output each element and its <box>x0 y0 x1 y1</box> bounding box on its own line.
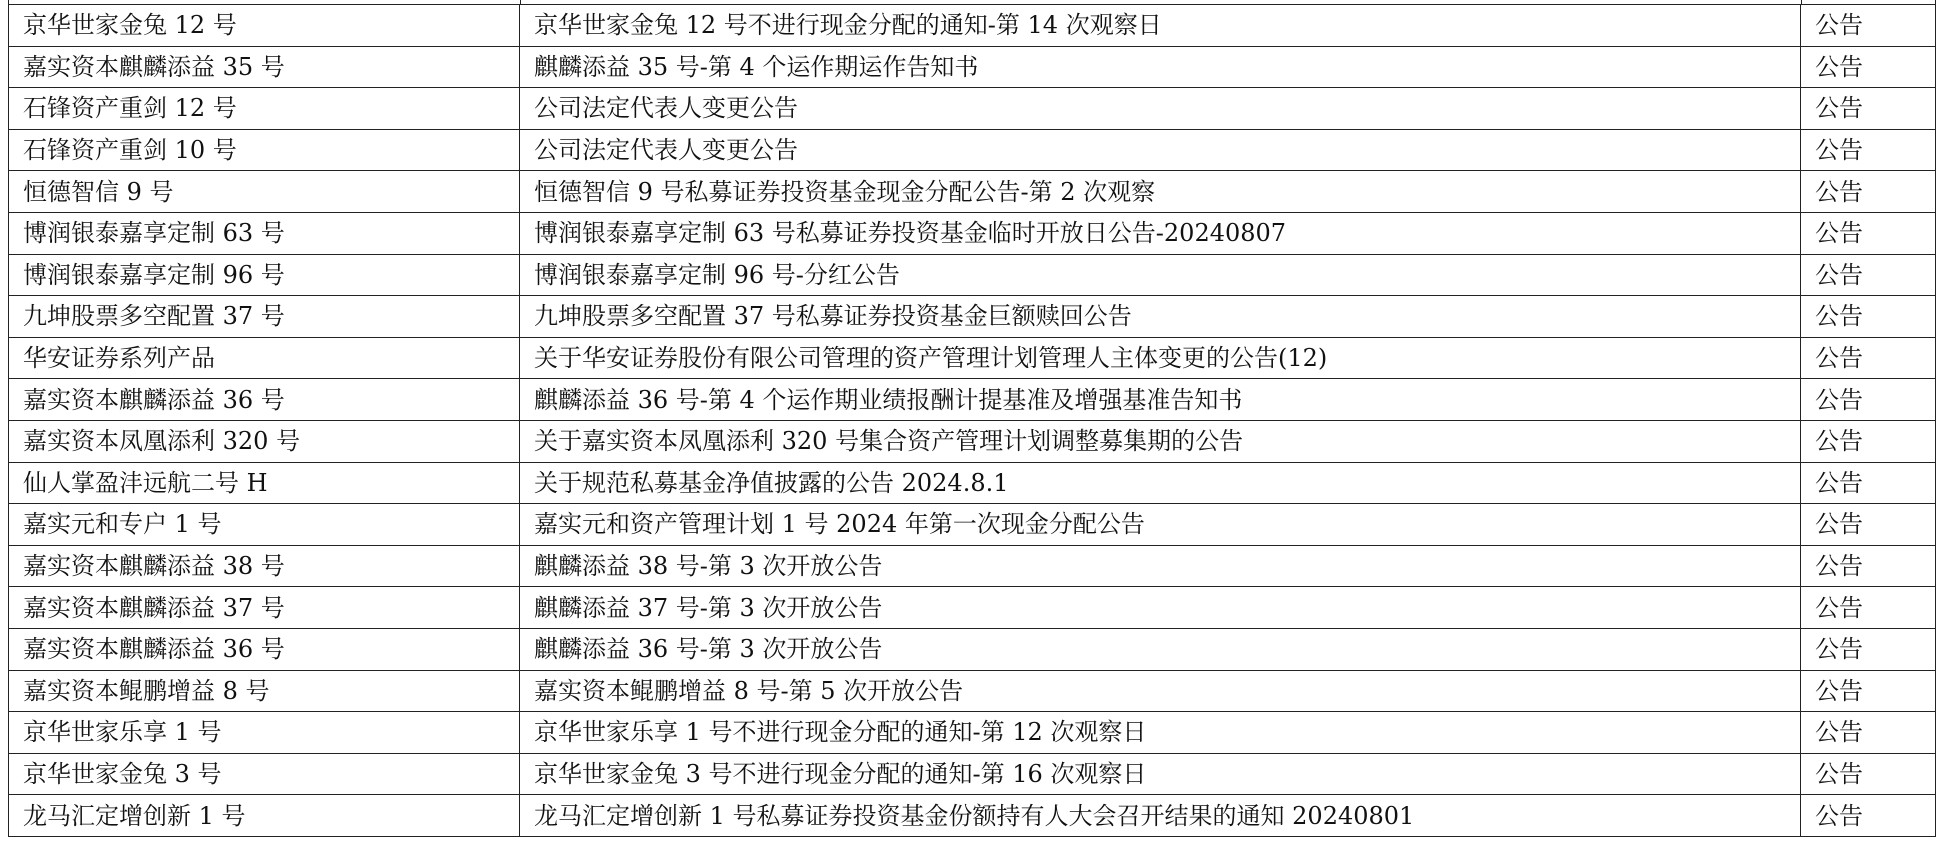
table-row <box>9 171 1936 213</box>
announcement-type-cell: 公告 <box>1801 5 1936 47</box>
announcement-type-cell: 公告 <box>1801 545 1936 587</box>
table-row <box>9 129 1936 171</box>
table-row <box>9 212 1936 254</box>
announcement-type-cell: 公告 <box>1801 296 1936 338</box>
table-row <box>9 337 1936 379</box>
announcement-title-cell: 公司法定代表人变更公告 <box>520 88 1801 130</box>
product-name-cell: 嘉实资本凤凰添利 320 号 <box>9 420 520 462</box>
announcement-type-cell: 公告 <box>1801 379 1936 421</box>
table-row <box>9 628 1936 670</box>
table-row <box>9 462 1936 504</box>
announcement-type-cell: 公告 <box>1801 753 1936 795</box>
announcement-title-cell: 麒麟添益 36 号-第 3 次开放公告 <box>520 628 1801 670</box>
announcement-table-body <box>9 5 1936 837</box>
announcement-title-cell: 麒麟添益 36 号-第 4 个运作期业绩报酬计提基准及增强基准告知书 <box>520 379 1801 421</box>
table-row <box>9 587 1936 629</box>
announcement-title-cell: 嘉实资本鲲鹏增益 8 号-第 5 次开放公告 <box>520 670 1801 712</box>
table-row <box>9 46 1936 88</box>
announcement-title-cell: 博润银泰嘉享定制 96 号-分红公告 <box>520 254 1801 296</box>
product-name-cell: 嘉实元和专户 1 号 <box>9 504 520 546</box>
announcement-title-cell: 嘉实元和资产管理计划 1 号 2024 年第一次现金分配公告 <box>520 504 1801 546</box>
table-row <box>9 504 1936 546</box>
table-row <box>9 753 1936 795</box>
announcement-title-cell: 九坤股票多空配置 37 号私募证券投资基金巨额赎回公告 <box>520 296 1801 338</box>
product-name-cell: 九坤股票多空配置 37 号 <box>9 296 520 338</box>
announcement-type-cell: 公告 <box>1801 254 1936 296</box>
table-row <box>9 5 1936 47</box>
announcement-title-cell: 恒德智信 9 号私募证券投资基金现金分配公告-第 2 次观察 <box>520 171 1801 213</box>
table-row <box>9 670 1936 712</box>
announcement-type-cell: 公告 <box>1801 628 1936 670</box>
table-row <box>9 254 1936 296</box>
announcement-table <box>8 4 1936 837</box>
announcement-title-cell: 博润银泰嘉享定制 63 号私募证券投资基金临时开放日公告-20240807 <box>520 212 1801 254</box>
product-name-cell: 石锋资产重剑 10 号 <box>9 129 520 171</box>
product-name-cell: 恒德智信 9 号 <box>9 171 520 213</box>
announcement-type-cell: 公告 <box>1801 88 1936 130</box>
announcement-type-cell: 公告 <box>1801 337 1936 379</box>
announcement-title-cell: 麒麟添益 35 号-第 4 个运作期运作告知书 <box>520 46 1801 88</box>
announcement-type-cell: 公告 <box>1801 587 1936 629</box>
product-name-cell: 石锋资产重剑 12 号 <box>9 88 520 130</box>
announcement-title-cell: 京华世家金兔 3 号不进行现金分配的通知-第 16 次观察日 <box>520 753 1801 795</box>
product-name-cell: 龙马汇定增创新 1 号 <box>9 795 520 837</box>
announcement-type-cell: 公告 <box>1801 670 1936 712</box>
product-name-cell: 华安证券系列产品 <box>9 337 520 379</box>
table-row <box>9 420 1936 462</box>
product-name-cell: 京华世家金兔 3 号 <box>9 753 520 795</box>
announcement-title-cell: 京华世家金兔 12 号不进行现金分配的通知-第 14 次观察日 <box>520 5 1801 47</box>
announcement-type-cell: 公告 <box>1801 420 1936 462</box>
table-row <box>9 712 1936 754</box>
announcement-type-cell: 公告 <box>1801 462 1936 504</box>
table-row <box>9 795 1936 837</box>
product-name-cell: 仙人掌盈沣远航二号 H <box>9 462 520 504</box>
product-name-cell: 博润银泰嘉享定制 63 号 <box>9 212 520 254</box>
announcement-title-cell: 麒麟添益 38 号-第 3 次开放公告 <box>520 545 1801 587</box>
product-name-cell: 博润银泰嘉享定制 96 号 <box>9 254 520 296</box>
table-row <box>9 296 1936 338</box>
announcement-title-cell: 公司法定代表人变更公告 <box>520 129 1801 171</box>
announcement-title-cell: 麒麟添益 37 号-第 3 次开放公告 <box>520 587 1801 629</box>
product-name-cell: 嘉实资本麒麟添益 37 号 <box>9 587 520 629</box>
product-name-cell: 嘉实资本麒麟添益 36 号 <box>9 628 520 670</box>
announcement-type-cell: 公告 <box>1801 504 1936 546</box>
announcement-title-cell: 关于规范私募基金净值披露的公告 2024.8.1 <box>520 462 1801 504</box>
announcement-title-cell: 关于华安证券股份有限公司管理的资产管理计划管理人主体变更的公告(12) <box>520 337 1801 379</box>
announcement-type-cell: 公告 <box>1801 171 1936 213</box>
announcement-type-cell: 公告 <box>1801 712 1936 754</box>
table-row <box>9 88 1936 130</box>
announcement-title-cell: 京华世家乐享 1 号不进行现金分配的通知-第 12 次观察日 <box>520 712 1801 754</box>
announcement-type-cell: 公告 <box>1801 212 1936 254</box>
product-name-cell: 嘉实资本麒麟添益 35 号 <box>9 46 520 88</box>
table-row <box>9 545 1936 587</box>
table-row <box>9 379 1936 421</box>
product-name-cell: 嘉实资本麒麟添益 38 号 <box>9 545 520 587</box>
announcement-type-cell: 公告 <box>1801 795 1936 837</box>
product-name-cell: 京华世家乐享 1 号 <box>9 712 520 754</box>
announcement-title-cell: 关于嘉实资本凤凰添利 320 号集合资产管理计划调整募集期的公告 <box>520 420 1801 462</box>
product-name-cell: 嘉实资本鲲鹏增益 8 号 <box>9 670 520 712</box>
announcement-type-cell: 公告 <box>1801 46 1936 88</box>
product-name-cell: 京华世家金兔 12 号 <box>9 5 520 47</box>
announcement-title-cell: 龙马汇定增创新 1 号私募证券投资基金份额持有人大会召开结果的通知 20240801 <box>520 795 1801 837</box>
product-name-cell: 嘉实资本麒麟添益 36 号 <box>9 379 520 421</box>
announcement-type-cell: 公告 <box>1801 129 1936 171</box>
